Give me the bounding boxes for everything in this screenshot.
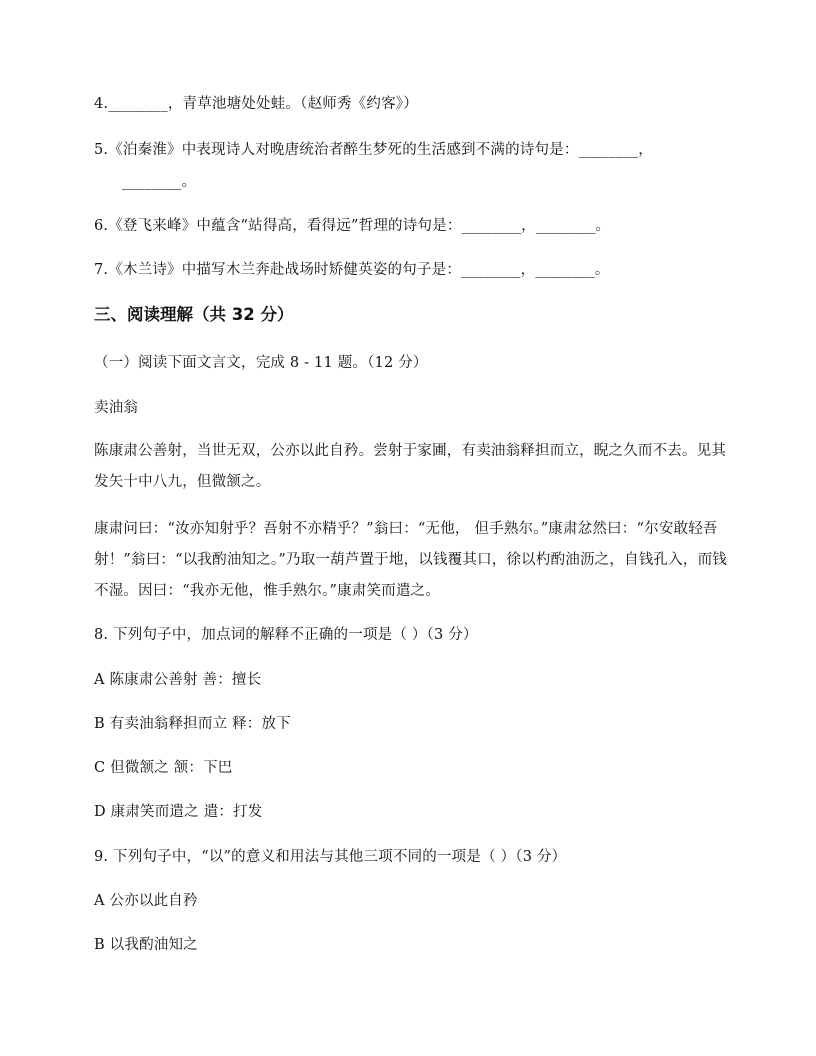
question-9-option-a: A 公亦以此自矜 — [94, 893, 198, 909]
question-8-option-b: B 有卖油翁释担而立 释：放下 — [94, 716, 291, 732]
question-5: 5.《泊秦淮》中表现诗人对晚唐统治者醉生梦死的生活感到不满的诗句是：________， — [94, 142, 653, 158]
question-8-option-c: C 但微颔之 颔：下巴 — [94, 760, 233, 776]
question-6: 6.《登飞来峰》中蕴含“站得高，看得远”哲理的诗句是：________，________。 — [94, 218, 611, 234]
question-9-stem: 9. 下列句子中，“以”的意义和用法与其他三项不同的一项是（ ）（3 分） — [94, 849, 567, 865]
passage-paragraph-1: 陈康肃公善射，当世无双，公亦以此自矜。尝射于家圃，有卖油翁释担而立，睨之久而不去。见其发矢十中八九，但微颔之。 — [94, 443, 727, 490]
question-7: 7.《木兰诗》中描写木兰奔赴战场时矫健英姿的句子是：________，________。 — [94, 262, 610, 278]
question-8-stem: 8. 下列句子中，加点词的解释不正确的一项是（ ）（3 分） — [94, 627, 478, 643]
passage-paragraph-2: 康肃问曰：“汝亦知射乎？吾射不亦精乎？”翁曰：“无他， 但手熟尔。”康肃忿然曰：“尔安敢轻吾射！”翁曰：“以我酌油知之。”乃取一葫芦置于地，以钱覆其口，徐以杓酌油沥之，自钱孔入，而钱不湿。因曰：“我亦无他，惟手熟尔。”康肃笑而遣之。 — [94, 521, 727, 599]
question-4: 4.________，青草池塘处处蛙。（赵师秀《约客》） — [94, 96, 418, 112]
section-title: 三、阅读理解（共 32 分） — [94, 305, 294, 324]
passage-title: 卖油翁 — [94, 400, 139, 416]
question-8-option-d: D 康肃笑而遣之 遣：打发 — [94, 804, 263, 820]
subsection-instruction: （一）阅读下面文言文，完成 8 - 11 题。（12 分） — [94, 355, 428, 371]
question-8-option-a: A 陈康肃公善射 善：擅长 — [94, 672, 262, 688]
question-5-continuation: ________。 — [122, 174, 197, 190]
question-9-option-b: B 以我酌油知之 — [94, 937, 198, 953]
